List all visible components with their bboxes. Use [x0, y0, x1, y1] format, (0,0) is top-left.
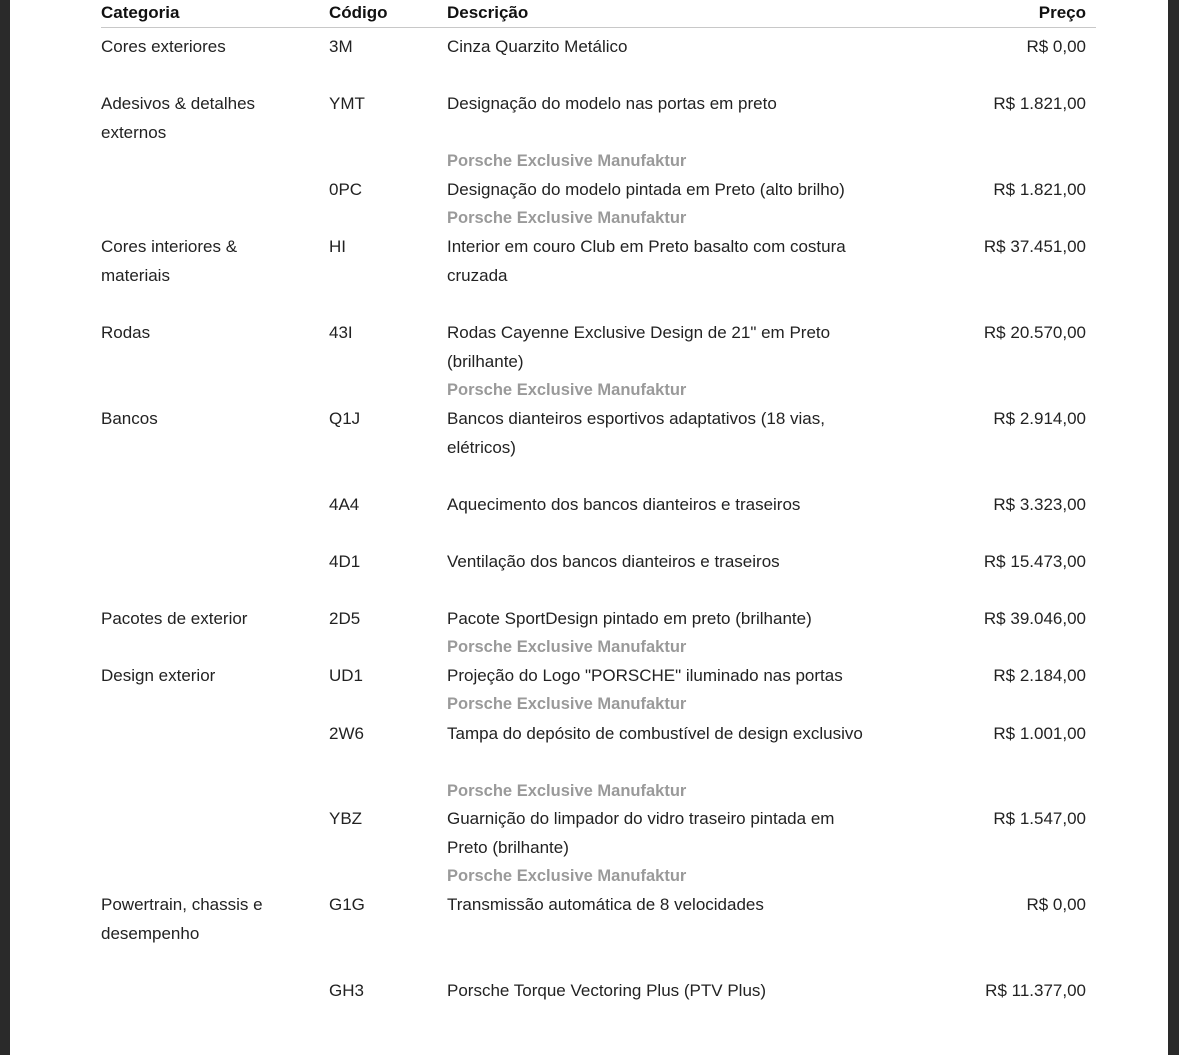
row-description: Rodas Cayenne Exclusive Design de 21" em Preto (brilhante): [447, 323, 831, 371]
row-code: 3M: [329, 37, 353, 56]
row-code: 4D1: [329, 552, 361, 571]
row-price: R$ 39.046,00: [983, 609, 1086, 628]
row-price: R$ 0,00: [1026, 895, 1086, 914]
row-category: Rodas: [101, 323, 151, 342]
table-row: [101, 977, 1096, 1034]
row-description: Designação do modelo nas portas em preto: [447, 94, 777, 113]
row-code: 4A4: [329, 495, 360, 514]
row-price: R$ 20.570,00: [983, 323, 1086, 342]
row-description: Porsche Torque Vectoring Plus (PTV Plus): [447, 981, 767, 1000]
table-row: [101, 548, 1096, 605]
row-description: Transmissão automática de 8 velocidades: [447, 895, 764, 914]
table-row: [101, 90, 1096, 176]
row-code: UD1: [329, 666, 364, 685]
row-category: Powertrain, chassis e desempenho: [101, 895, 263, 943]
table-row: [101, 605, 1096, 662]
table-row: [101, 662, 1096, 720]
row-price: R$ 1.821,00: [993, 94, 1086, 113]
document-page: [10, 0, 1168, 1055]
table-header: [101, 0, 1096, 28]
row-category: Design exterior: [101, 666, 216, 685]
row-description: Pacote SportDesign pintado em preto (brilhante): [447, 609, 812, 628]
row-code: HI: [329, 237, 346, 256]
table-row: [101, 891, 1096, 977]
row-description: Projeção do Logo "PORSCHE" iluminado nas portas: [447, 666, 843, 685]
row-code: 2W6: [329, 724, 364, 743]
row-code: YMT: [329, 94, 365, 113]
row-description: Tampa do depósito de combustível de design exclusivo: [447, 724, 863, 743]
row-price: R$ 37.451,00: [983, 237, 1086, 256]
row-price: R$ 15.473,00: [983, 552, 1086, 571]
row-description: Ventilação dos bancos dianteiros e traseiros: [447, 552, 780, 571]
row-code: 43I: [329, 323, 353, 342]
row-description: Bancos dianteiros esportivos adaptativos (18 vias, elétricos): [447, 409, 825, 457]
row-code: G1G: [329, 895, 365, 914]
header-category: Categoria: [101, 3, 180, 22]
row-category: Bancos: [101, 409, 158, 428]
table-row: [101, 33, 1096, 90]
table-row: [101, 720, 1096, 805]
row-code: 2D5: [329, 609, 361, 628]
exclusive-tag: Porsche Exclusive Manufaktur: [447, 381, 687, 399]
row-description: Guarnição do limpador do vidro traseiro pintada em Preto (brilhante): [447, 809, 835, 857]
row-category: Adesivos & detalhes externos: [101, 94, 256, 142]
row-price: R$ 0,00: [1026, 37, 1086, 56]
row-price: R$ 11.377,00: [985, 981, 1086, 1000]
exclusive-tag: Porsche Exclusive Manufaktur: [447, 695, 687, 713]
row-price: R$ 2.914,00: [993, 409, 1086, 428]
row-description: Cinza Quarzito Metálico: [447, 37, 628, 56]
table-row: [101, 319, 1096, 405]
options-table: [101, 33, 1096, 1034]
exclusive-tag: Porsche Exclusive Manufaktur: [447, 209, 687, 227]
table-row: [101, 491, 1096, 548]
row-code: YBZ: [329, 809, 363, 828]
exclusive-tag: Porsche Exclusive Manufaktur: [447, 152, 687, 170]
row-code: 0PC: [329, 180, 363, 199]
row-category: Cores exteriores: [101, 37, 226, 56]
row-category: Cores interiores & materiais: [101, 237, 238, 285]
row-description: Designação do modelo pintada em Preto (alto brilho): [447, 180, 845, 199]
exclusive-tag: Porsche Exclusive Manufaktur: [447, 867, 687, 885]
row-description: Aquecimento dos bancos dianteiros e traseiros: [447, 495, 801, 514]
header-description: Descrição: [447, 3, 529, 22]
header-code: Código: [329, 3, 388, 22]
row-price: R$ 1.001,00: [993, 724, 1086, 743]
table-row: [101, 233, 1096, 319]
row-price: R$ 2.184,00: [993, 666, 1086, 685]
table-row: [101, 405, 1096, 491]
row-description: Interior em couro Club em Preto basalto com costura cruzada: [447, 237, 846, 285]
exclusive-tag: Porsche Exclusive Manufaktur: [447, 638, 687, 656]
table-row: [101, 805, 1096, 891]
row-price: R$ 1.547,00: [993, 809, 1086, 828]
row-price: R$ 3.323,00: [993, 495, 1086, 514]
row-code: GH3: [329, 981, 364, 1000]
header-price: Preço: [1038, 3, 1086, 22]
exclusive-tag: Porsche Exclusive Manufaktur: [447, 782, 687, 800]
row-category: Pacotes de exterior: [101, 609, 248, 628]
table-row: [101, 176, 1096, 233]
row-code: Q1J: [329, 409, 361, 428]
row-price: R$ 1.821,00: [993, 180, 1086, 199]
